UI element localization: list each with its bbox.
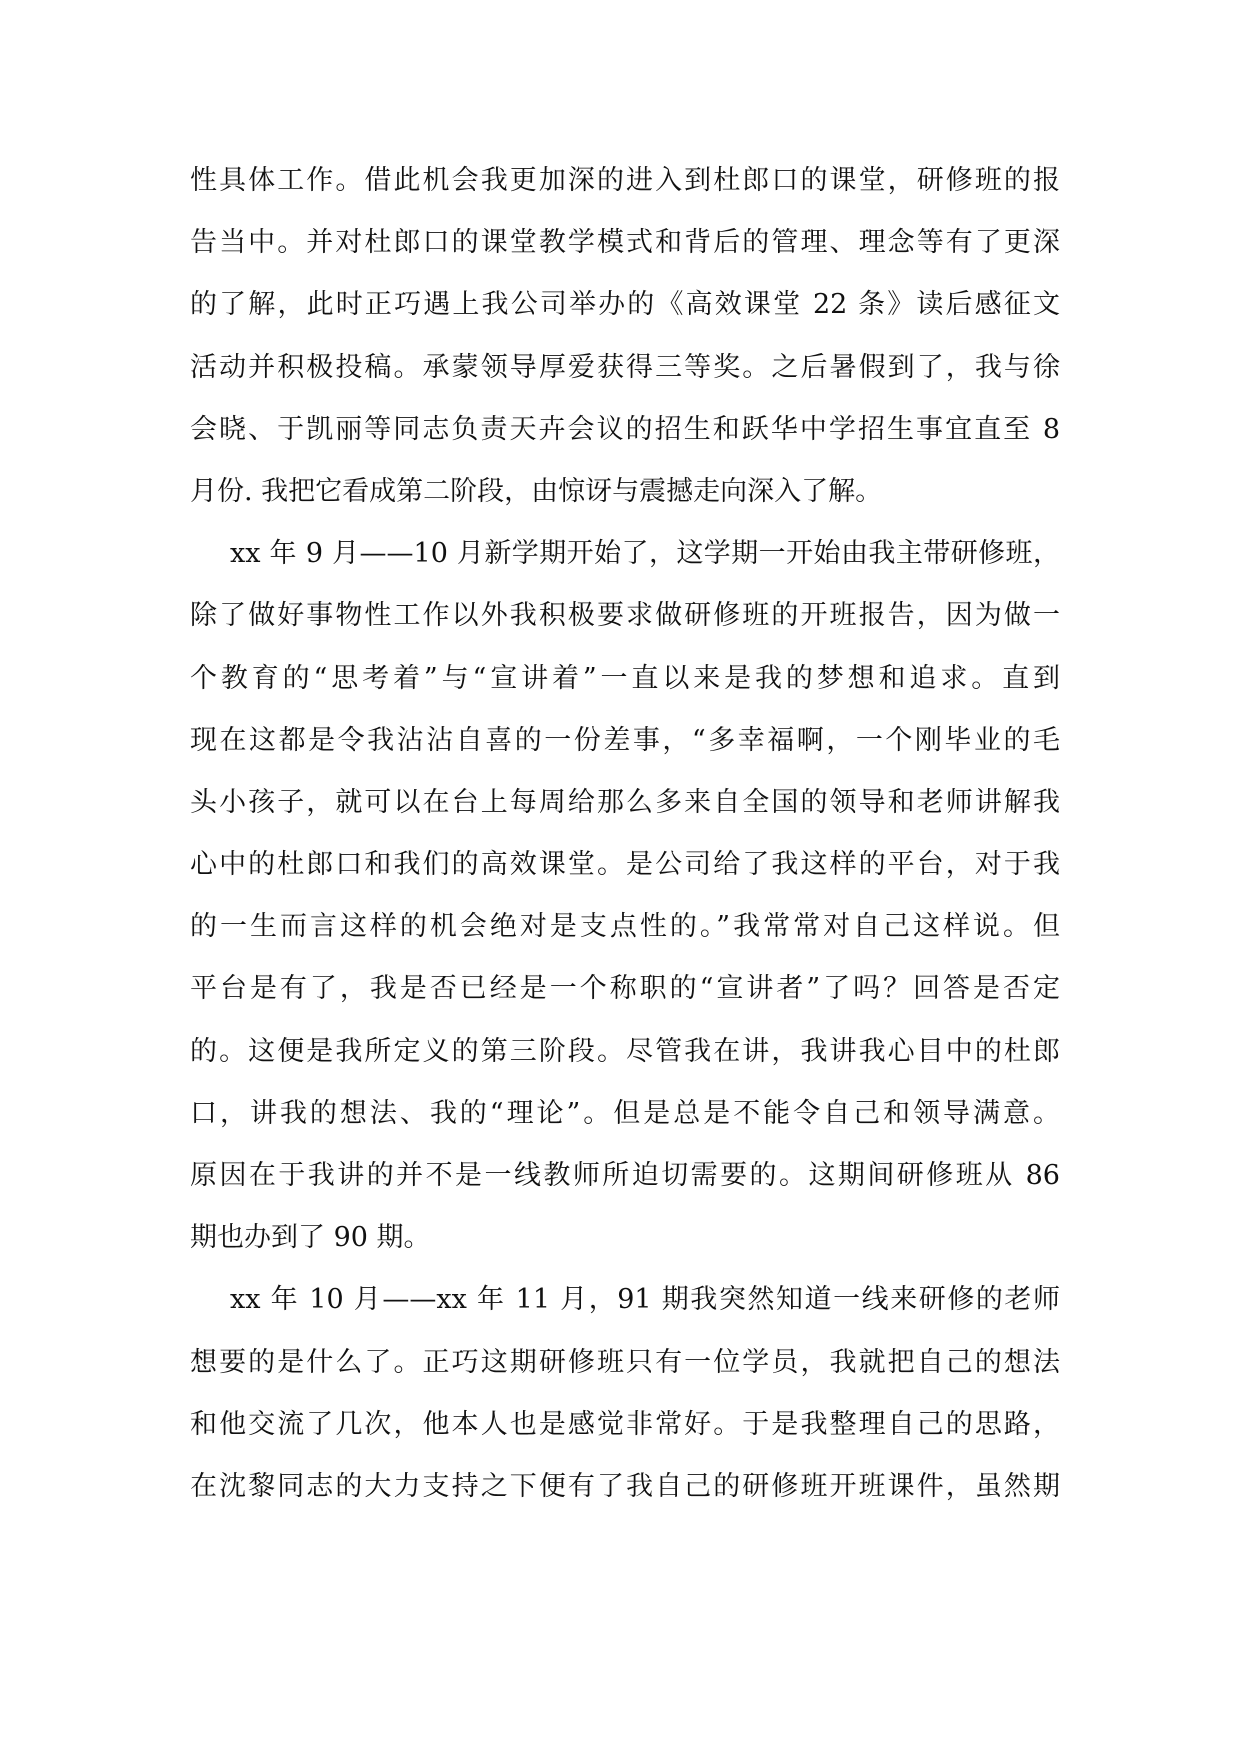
text-line: 和他交流了几次，他本人也是感觉非常好。于是我整理自己的思路，	[190, 1408, 1060, 1440]
text-line: 期也办到了 90 期。	[190, 1222, 431, 1254]
text-line: 会晓、于凯丽等同志负责天卉会议的招生和跃华中学招生事宜直至 8	[190, 413, 1060, 445]
text-line: 平台是有了，我是否已经是一个称职的“宣讲者”了吗？回答是否定	[190, 973, 1060, 1005]
text-line: 的了解，此时正巧遇上我公司举办的《高效课堂 22 条》读后感征文	[190, 289, 1060, 321]
text-line: 想要的是什么了。正巧这期研修班只有一位学员，我就把自己的想法	[190, 1346, 1060, 1378]
text-line: 活动并积极投稿。承蒙领导厚爱获得三等奖。之后暑假到了，我与徐	[190, 351, 1060, 383]
text-line: 的一生而言这样的机会绝对是支点性的。”我常常对自己这样说。但	[190, 911, 1060, 943]
text-line: 告当中。并对杜郎口的课堂教学模式和背后的管理、理念等有了更深	[190, 227, 1060, 259]
paragraph-3	[190, 1269, 1060, 1518]
text-line: 口，讲我的想法、我的“理论”。但是总是不能令自己和领导满意。	[190, 1097, 1060, 1129]
text-line: 原因在于我讲的并不是一线教师所迫切需要的。这期间研修班从 86	[190, 1160, 1060, 1191]
text-line: 除了做好事物性工作以外我积极要求做研修班的开班报告，因为做一	[190, 600, 1060, 632]
text-line: xx 年 10 月——xx 年 11 月，91 期我突然知道一线来研修的老师	[230, 1284, 1060, 1316]
text-line: xx 年 9 月——10 月新学期开始了，这学期一开始由我主带研修班，	[230, 538, 1060, 570]
text-line: 心中的杜郎口和我们的高效课堂。是公司给了我这样的平台，对于我	[190, 849, 1060, 881]
paragraph-2	[190, 523, 1060, 1269]
text-line: 现在这都是令我沾沾自喜的一份差事，“多幸福啊，一个刚毕业的毛	[190, 724, 1060, 756]
text-line: 的。这便是我所定义的第三阶段。尽管我在讲，我讲我心目中的杜郎	[190, 1035, 1060, 1067]
text-line: 个教育的“思考着”与“宣讲着”一直以来是我的梦想和追求。直到	[190, 662, 1060, 694]
text-line: 月份. 我把它看成第二阶段，由惊讶与震撼走向深入了解。	[190, 475, 883, 507]
text-line: 在沈黎同志的大力支持之下便有了我自己的研修班开班课件，虽然期	[190, 1470, 1060, 1502]
text-line: 性具体工作。借此机会我更加深的进入到杜郎口的课堂，研修班的报	[190, 165, 1060, 196]
text-line: 头小孩子，就可以在台上每周给那么多来自全国的领导和老师讲解我	[190, 786, 1060, 818]
paragraph-1	[190, 150, 1060, 523]
document-body	[190, 150, 1060, 1518]
